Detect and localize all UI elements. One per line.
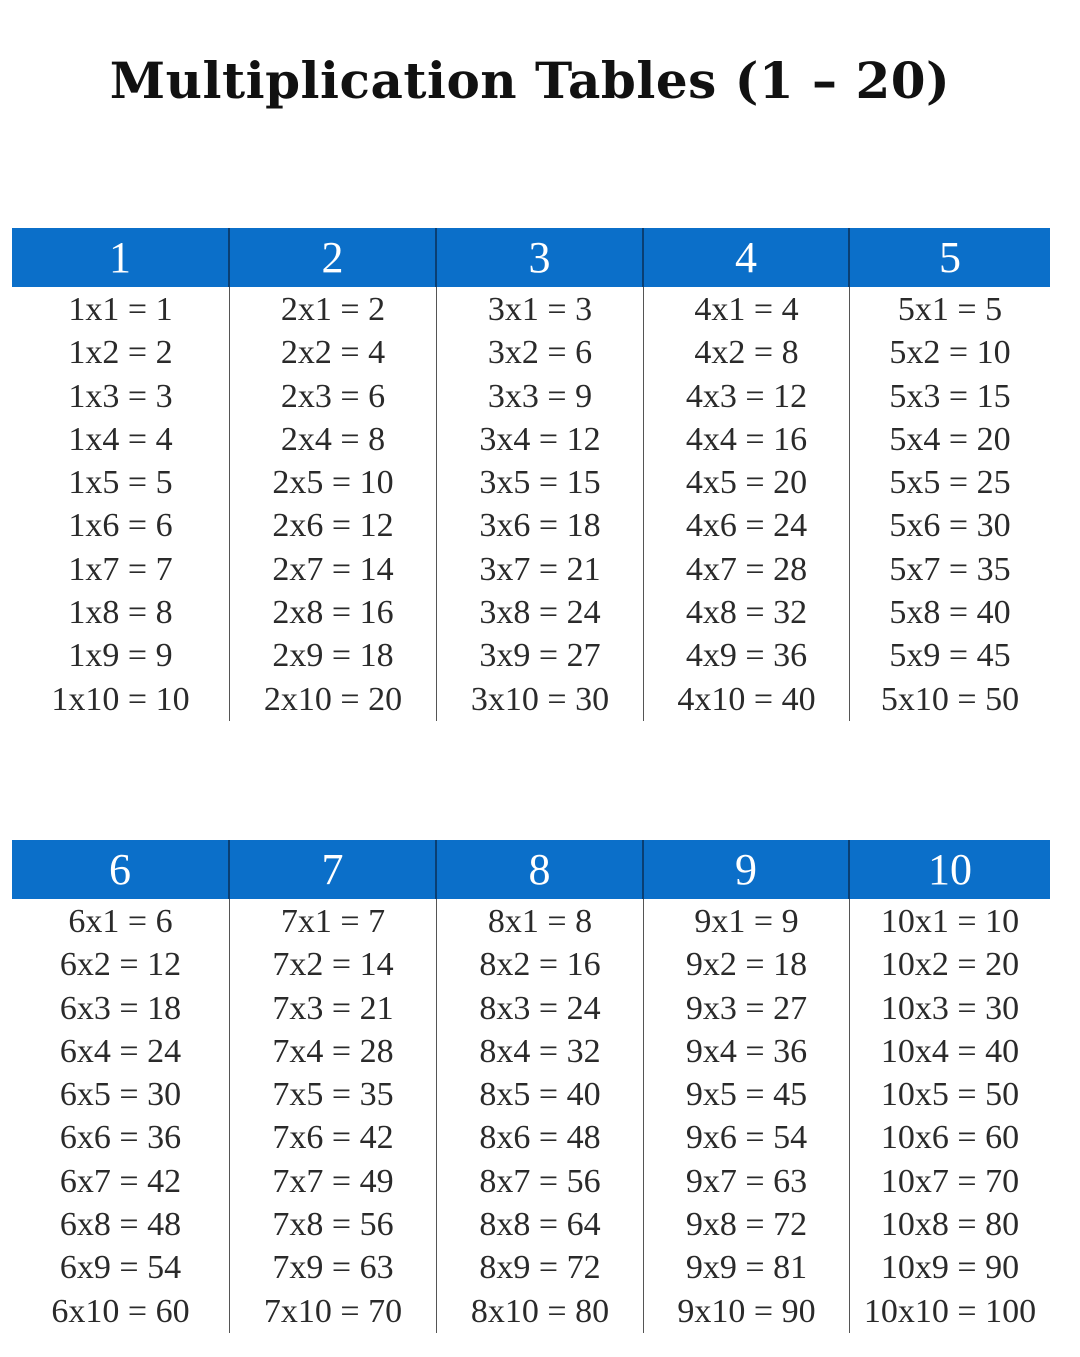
fact-1x9: 1x9 = 9 [68,637,173,675]
fact-4x8: 4x8 = 32 [685,594,808,632]
fact-1x7: 1x7 = 7 [68,550,173,588]
fact-8x6: 8x6 = 48 [479,1119,601,1157]
fact-8x4: 8x4 = 32 [479,1032,601,1070]
fact-2x4: 2x4 = 8 [280,420,386,458]
fact-3x9: 3x9 = 27 [479,637,601,675]
table-header-5: 5 [939,233,961,282]
table-header-3: 3 [437,228,644,287]
fact-4x2: 4x2 = 8 [694,334,799,372]
fact-7x9: 7x9 = 63 [272,1249,394,1287]
fact-1x6: 1x6 = 6 [68,507,173,545]
multiplication-table-block-6-to-10 [12,840,1050,1333]
table-column-7 [230,899,437,1333]
fact-7x7: 7x7 = 49 [272,1162,394,1200]
fact-2x5: 2x5 = 10 [272,464,394,502]
table-header-7: 7 [230,840,437,899]
fact-8x1: 8x1 = 8 [487,903,593,940]
fact-3x2: 3x2 = 6 [487,334,593,372]
fact-10x7: 10x7 = 70 [880,1162,1020,1200]
fact-2x3: 2x3 = 6 [280,377,386,415]
table-column-1 [12,287,230,721]
fact-9x10: 9x10 = 90 [677,1292,816,1330]
fact-3x4: 3x4 = 12 [479,420,601,458]
fact-4x7: 4x7 = 28 [685,550,808,588]
fact-3x3: 3x3 = 9 [487,377,593,415]
fact-5x1: 5x1 = 5 [897,291,1003,328]
fact-3x6: 3x6 = 18 [479,507,601,545]
fact-5x9: 5x9 = 45 [889,637,1011,675]
fact-1x8: 1x8 = 8 [68,594,173,632]
fact-6x4: 6x4 = 24 [59,1032,182,1070]
fact-1x10: 1x10 = 10 [51,680,190,718]
fact-2x10: 2x10 = 20 [263,680,403,718]
fact-5x6: 5x6 = 30 [889,507,1011,545]
fact-9x3: 9x3 = 27 [685,989,808,1027]
fact-4x9: 4x9 = 36 [685,637,808,675]
table-header-9: 9 [644,840,850,899]
table-header-4: 4 [644,228,850,287]
fact-10x6: 10x6 = 60 [880,1119,1020,1157]
fact-1x2: 1x2 = 2 [68,334,173,372]
fact-9x7: 9x7 = 63 [685,1162,808,1200]
fact-9x1: 9x1 = 9 [694,903,799,940]
fact-2x9: 2x9 = 18 [272,637,394,675]
fact-10x4: 10x4 = 40 [880,1032,1020,1070]
fact-7x2: 7x2 = 14 [272,946,394,984]
table-body-row [12,899,1050,1333]
table-column-10 [850,899,1050,1333]
fact-10x8: 10x8 = 80 [880,1206,1020,1244]
fact-10x10: 10x10 = 100 [863,1292,1037,1330]
fact-3x8: 3x8 = 24 [479,594,601,632]
fact-6x8: 6x8 = 48 [59,1206,182,1244]
fact-4x6: 4x6 = 24 [685,507,808,545]
fact-8x10: 8x10 = 80 [470,1292,610,1330]
fact-5x7: 5x7 = 35 [889,550,1011,588]
fact-3x10: 3x10 = 30 [470,680,610,718]
fact-4x5: 4x5 = 20 [685,464,808,502]
fact-5x3: 5x3 = 15 [889,377,1011,415]
fact-6x9: 6x9 = 54 [59,1249,182,1287]
fact-2x2: 2x2 = 4 [280,334,386,372]
fact-4x3: 4x3 = 12 [685,377,808,415]
page-title: Multiplication Tables (1 – 20) [109,51,951,110]
multiplication-table-block-1-to-5 [12,228,1050,721]
fact-1x1: 1x1 = 1 [68,291,173,328]
fact-7x8: 7x8 = 56 [272,1206,394,1244]
fact-7x10: 7x10 = 70 [263,1292,403,1330]
fact-5x10: 5x10 = 50 [880,680,1020,718]
fact-3x1: 3x1 = 3 [487,291,593,328]
fact-8x3: 8x3 = 24 [479,989,601,1027]
fact-2x7: 2x7 = 14 [272,550,394,588]
fact-2x1: 2x1 = 2 [280,291,386,328]
fact-8x9: 8x9 = 72 [479,1249,601,1287]
table-column-6 [12,899,230,1333]
fact-9x6: 9x6 = 54 [685,1119,808,1157]
table-column-2 [230,287,437,721]
fact-5x4: 5x4 = 20 [889,420,1011,458]
fact-6x10: 6x10 = 60 [51,1292,190,1330]
fact-1x5: 1x5 = 5 [68,464,173,502]
fact-4x1: 4x1 = 4 [694,291,799,328]
fact-9x5: 9x5 = 45 [685,1076,808,1114]
table-body-row [12,287,1050,721]
fact-6x1: 6x1 = 6 [68,903,173,940]
fact-4x10: 4x10 = 40 [677,680,816,718]
table-column-5 [850,287,1050,721]
fact-3x7: 3x7 = 21 [479,550,601,588]
fact-9x9: 9x9 = 81 [685,1249,808,1287]
fact-5x2: 5x2 = 10 [889,334,1011,372]
table-column-9 [644,899,850,1333]
table-header-6: 6 [12,840,230,899]
fact-9x4: 9x4 = 36 [685,1032,808,1070]
fact-10x9: 10x9 = 90 [880,1249,1020,1287]
fact-1x4: 1x4 = 4 [68,420,173,458]
fact-6x7: 6x7 = 42 [59,1162,182,1200]
table-header-row [12,840,1050,899]
fact-2x8: 2x8 = 16 [272,594,394,632]
fact-7x1: 7x1 = 7 [280,903,386,940]
fact-6x3: 6x3 = 18 [59,989,182,1027]
fact-1x3: 1x3 = 3 [68,377,173,415]
fact-10x1: 10x1 = 10 [880,903,1020,940]
fact-7x3: 7x3 = 21 [272,989,394,1027]
fact-5x8: 5x8 = 40 [889,594,1011,632]
fact-8x8: 8x8 = 64 [479,1206,601,1244]
fact-8x2: 8x2 = 16 [479,946,601,984]
fact-10x2: 10x2 = 20 [880,946,1020,984]
fact-7x5: 7x5 = 35 [272,1076,394,1114]
fact-8x5: 8x5 = 40 [479,1076,601,1114]
fact-3x5: 3x5 = 15 [479,464,601,502]
fact-6x2: 6x2 = 12 [59,946,182,984]
fact-4x4: 4x4 = 16 [685,420,808,458]
fact-9x2: 9x2 = 18 [685,946,808,984]
table-column-4 [644,287,850,721]
fact-5x5: 5x5 = 25 [889,464,1011,502]
table-header-8: 8 [437,840,644,899]
fact-10x3: 10x3 = 30 [880,989,1020,1027]
table-column-3 [437,287,644,721]
fact-6x6: 6x6 = 36 [59,1119,182,1157]
fact-7x6: 7x6 = 42 [272,1119,394,1157]
fact-9x8: 9x8 = 72 [685,1206,808,1244]
fact-2x6: 2x6 = 12 [272,507,394,545]
fact-6x5: 6x5 = 30 [59,1076,182,1114]
table-column-8 [437,899,644,1333]
table-header-row [12,228,1050,287]
fact-10x5: 10x5 = 50 [880,1076,1020,1114]
table-header-10: 10 [928,845,972,894]
fact-7x4: 7x4 = 28 [272,1032,394,1070]
table-header-2: 2 [230,228,437,287]
table-header-1: 1 [12,228,230,287]
fact-8x7: 8x7 = 56 [479,1162,601,1200]
